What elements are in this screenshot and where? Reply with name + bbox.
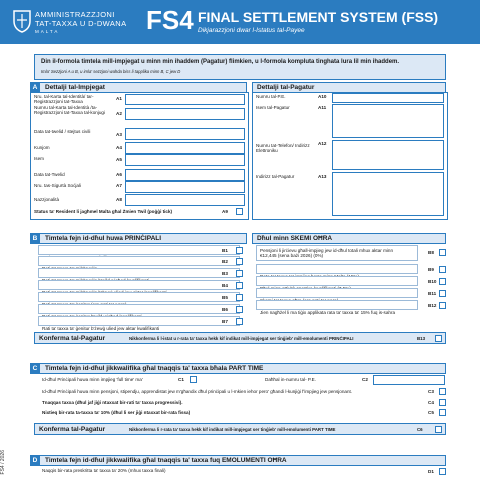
tax-rate-row[interactable] — [38, 316, 240, 331]
org-name-line2: TAT-TAXXA U D-DWANA — [35, 19, 127, 28]
row-code: C3 — [428, 389, 434, 394]
b7-checkbox[interactable] — [236, 318, 243, 325]
b1-checkbox[interactable] — [236, 247, 243, 254]
b10-checkbox[interactable] — [439, 278, 446, 285]
row-code: D1 — [428, 469, 434, 474]
row-code: B6 — [222, 307, 228, 312]
b11-checkbox[interactable] — [439, 290, 446, 297]
field-label: Numru tal-P.E. — [256, 94, 286, 99]
nationality-input[interactable] — [125, 194, 245, 206]
tax-rate-row[interactable] — [38, 256, 240, 266]
tax-rate-row[interactable] — [38, 245, 240, 255]
birth-date-input[interactable] — [125, 169, 245, 181]
section-letter: C — [30, 363, 40, 374]
id-card-input[interactable] — [125, 94, 245, 105]
form-header — [0, 0, 480, 44]
scheme-row[interactable] — [256, 276, 418, 286]
row-code: B8 — [428, 250, 434, 255]
section-title: Dettalji tal-Pagatur — [257, 84, 315, 91]
field-label: Numru tal-Karta tal-Identità /ta-Registrazzjoni tat-Taxxa tal-konjugi — [34, 105, 105, 115]
row-code: B13 — [417, 336, 426, 341]
resident-status-checkbox[interactable] — [236, 208, 243, 215]
form-code: FS4 — [146, 5, 194, 35]
page-code: FS4 / 2026 — [0, 450, 6, 475]
row-code: B11 — [428, 291, 437, 296]
row-code: C4 — [428, 400, 434, 405]
civil-status-input[interactable] — [125, 128, 245, 140]
section-letter: A — [30, 82, 40, 93]
row-code: C2 — [362, 377, 368, 382]
row-code: B5 — [222, 295, 228, 300]
field-label: Data tat-Twelid — [34, 172, 65, 177]
section-d-header — [30, 455, 446, 466]
d1-label: Naqqis bir-rata preskritta ta' taxxa ta' 20% (mhux taxxa finali) — [42, 468, 166, 473]
section-letter: D — [30, 455, 40, 466]
field-code: A10 — [318, 94, 327, 99]
row-code: B1 — [222, 248, 228, 253]
b3-checkbox[interactable] — [236, 270, 243, 277]
section-title: Timtela fejn id-dħul jikkwalifika għal tnaqqis ta' taxxa fuq EMOLUMENTI OĦRA — [45, 457, 287, 464]
scheme-row[interactable] — [256, 288, 418, 298]
field-code: A6 — [116, 172, 122, 177]
c1-checkbox[interactable] — [190, 376, 197, 383]
org-name-line1: AMMINISTRAZZJONI — [35, 10, 115, 19]
field-label: Kunjom — [34, 145, 50, 150]
payer-address-input[interactable] — [332, 172, 444, 216]
b2-checkbox[interactable] — [236, 258, 243, 265]
field-code: A12 — [318, 141, 327, 146]
row-code: B7 — [222, 319, 228, 324]
b13-checkbox[interactable] — [435, 335, 442, 342]
section-b-header — [30, 233, 247, 244]
c4-label: Tnaqqas taxxa (dħul jaf jiġi ntaxxat bir-rati ta' taxxa progressivi). — [42, 400, 183, 405]
d1-checkbox[interactable] — [439, 468, 446, 475]
c1-label: Id-dħul Prinċipali huwa minn impjieg 'full time' ma' — [42, 377, 143, 382]
section-title: Dħul minn SKEMI OĦRA — [257, 235, 333, 242]
instructions-sub: Imla' Sezzjoni A u B, u imla' sezzjoni wahda biss li tapplika minn B, C jew D — [41, 69, 181, 74]
confirmation-text: Nikkonferma li l-istat u r-rata ta' taxxa hekk kif indikat mill-impjegat ser tinġieb' mill-emolumenti PRINĊIPALI — [129, 336, 354, 341]
field-label: Nru. tal-Karta tal-Identità/ tar-Registrazzjoni tat-Taxxa — [34, 94, 94, 104]
resident-status-label: Status ta' Resident li jagħmel Malta għal Żmien Twil (poġġi tick) — [34, 209, 173, 214]
b12-checkbox[interactable] — [439, 302, 446, 309]
row-code: B3 — [222, 271, 228, 276]
other-schemes-header — [252, 233, 446, 244]
social-security-input[interactable] — [125, 181, 245, 193]
payer-name-input[interactable] — [332, 104, 444, 138]
field-label: Data tat-twelid / stejtus civili — [34, 129, 91, 134]
field-code: A9 — [222, 209, 228, 214]
emblem-icon — [12, 9, 32, 33]
section-c-header — [30, 363, 446, 374]
c2-label: Daħħal in-numru tal- P.E. — [265, 377, 316, 382]
field-label: Nru. tas-Sigurtà Soċjali — [34, 183, 81, 188]
scheme-row[interactable] — [256, 245, 418, 261]
b4-checkbox[interactable] — [236, 282, 243, 289]
row-label: Rati ta' taxxa ta' ġenitur b'żewġ ulied jew aktar kwalifikanti — [42, 326, 160, 331]
row-code: B9 — [428, 267, 434, 272]
field-code: A7 — [116, 183, 122, 188]
confirmation-text: Nikkonferma li r-rata ta' taxxa hekk kif indikat mill-impjegat ser tinġieb' mill-emolumenti PART TIME — [129, 427, 336, 432]
c5-checkbox[interactable] — [439, 409, 446, 416]
name-input[interactable] — [125, 154, 245, 166]
c6-checkbox[interactable] — [435, 426, 442, 433]
field-label: Nazzjonalità — [34, 197, 60, 202]
field-code: A11 — [318, 105, 327, 110]
c4-checkbox[interactable] — [439, 399, 446, 406]
row-code: C6 — [417, 427, 423, 432]
field-label: Indirizz tal-Pagatur — [256, 174, 295, 179]
c5-label: Nixtieq bir-rata ta-taxxa ta' 10% (dħul li ser jiġi ntaxxat bir-rata fissa) — [42, 410, 191, 415]
row-code: C5 — [428, 410, 434, 415]
b9-checkbox[interactable] — [439, 266, 446, 273]
surname-input[interactable] — [125, 142, 245, 154]
instructions-notice — [34, 54, 446, 80]
field-code: A1 — [116, 96, 122, 101]
row-code: B4 — [222, 283, 228, 288]
row-code: C1 — [178, 377, 184, 382]
row-code: B2 — [222, 259, 228, 264]
scheme-row[interactable] — [256, 300, 418, 315]
payer-contact-input[interactable] — [332, 140, 444, 170]
tax-rate-row[interactable] — [38, 280, 240, 290]
section-letter: B — [30, 233, 40, 244]
tax-rate-row[interactable] — [38, 304, 240, 314]
confirmation-title: Konferma tal-Pagatur — [39, 426, 106, 433]
confirmation-title: Konferma tal-Pagatur — [39, 335, 106, 342]
field-code: A4 — [116, 145, 122, 150]
payer-confirmation-c — [34, 423, 446, 435]
field-label: Isem — [34, 156, 44, 161]
section-title: Timtela fejn id-dħul jikkwalifika għal tnaqqis ta' taxxa bħala PART TIME — [45, 365, 264, 372]
field-code: A8 — [116, 197, 122, 202]
field-code: A5 — [116, 157, 122, 162]
field-code: A2 — [116, 111, 122, 116]
tax-rate-row[interactable] — [38, 268, 240, 278]
field-label: Isem tal-Pagatur — [256, 105, 290, 110]
row-label: Jien nagħżel li ma tiġix applikata rata ta' taxxa ta' 15% fuq is-sahra — [260, 310, 396, 315]
section-title: Dettalji tal-Impjegat — [45, 84, 105, 91]
scheme-row[interactable] — [256, 264, 418, 274]
payer-confirmation-b — [34, 332, 446, 344]
form-title: FINAL SETTLEMENT SYSTEM (FSS) — [198, 9, 439, 25]
c3-checkbox[interactable] — [439, 388, 446, 395]
field-code: A3 — [116, 132, 122, 137]
field-code: A13 — [318, 174, 327, 179]
tax-rate-row[interactable] — [38, 292, 240, 302]
instructions-main: Din il-formola timtela mill-impjegat u minn min ihaddem (Pagatur) flimkien, u l-formola kompluta tinghata lura lil min ihaddem. — [41, 59, 400, 65]
pe-number-input[interactable] — [332, 93, 444, 103]
c3-label: Id-dħul Prinċipali huwa minn pensjoni, stipendju, apprendistat jew m'għandix dħul prinċipali u l-mkien iehor pero' għandi l-kunjiġi f'impjieg jew pensjonant. — [42, 389, 353, 394]
c2-pe-number-input[interactable] — [373, 375, 445, 385]
org-country: MALTA — [35, 29, 60, 34]
row-code: B10 — [428, 279, 437, 284]
row-code: B12 — [428, 303, 437, 308]
spouse-id-input[interactable] — [125, 108, 245, 120]
row-label: Pensjoni li jirċievu għall-impjieg jew id-dħul totali mhux aktar minn €12,445 (sena bażi 2026) (0%) — [260, 248, 394, 258]
b5-checkbox[interactable] — [236, 294, 243, 301]
section-title: Timtela fejn id-dħul huwa PRINĊIPALI — [45, 235, 162, 242]
form-subtitle: Dikjarazzjoni dwar l-Istatus tal-Payee — [198, 27, 305, 34]
b6-checkbox[interactable] — [236, 306, 243, 313]
b8-checkbox[interactable] — [439, 249, 446, 256]
field-label: Numru tat-Telefon/ Indirizz Elettroniku — [256, 143, 310, 153]
